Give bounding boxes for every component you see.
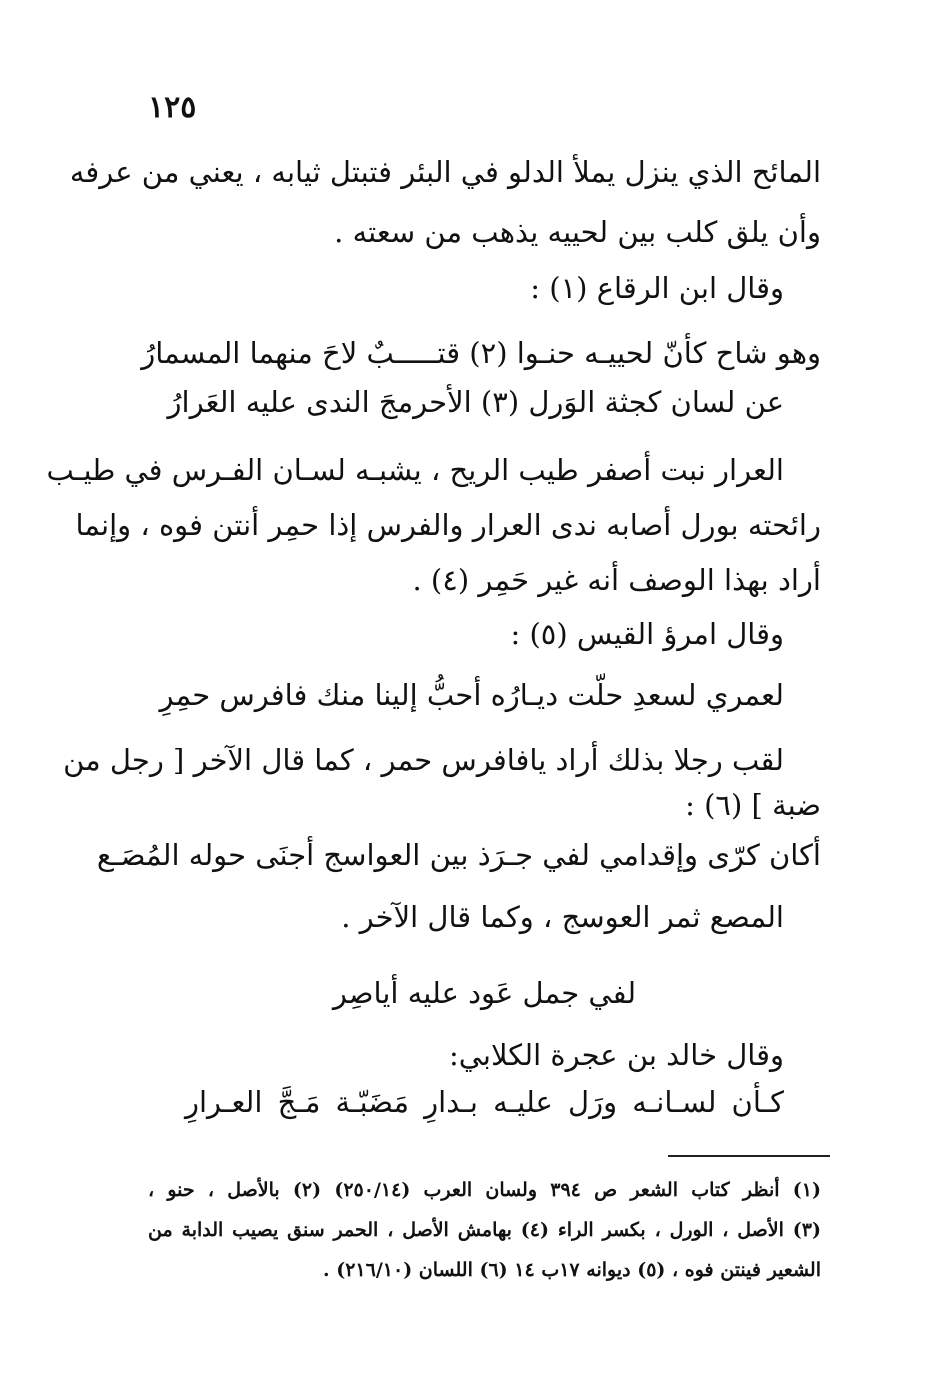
poem-intro: وقال امرؤ القيس (٥) : <box>510 617 784 651</box>
footnote-divider <box>668 1155 830 1157</box>
page-number: ١٢٥ <box>148 90 197 125</box>
verse-line: أكان كرّى وإقدامي لفي جـرَذ بين العواسج أجنَى حوله المُصَـع <box>96 838 821 872</box>
paragraph-line: وأن يلق كلب بين لحييه يذهب من سعته . <box>334 215 821 249</box>
verse-line: لعمري لسعدِ حلّت ديـارُه أحبُّ إلينا منك فافرس حمِرِ <box>159 678 784 712</box>
poem-intro: وقال خالد بن عجرة الكلابي: <box>448 1038 784 1072</box>
paragraph-line: رائحته بورل أصابه ندى العرار والفرس إذا حمِر أنتن فوه ، وإنما <box>75 508 821 542</box>
paragraph-line: ضبة ] (٦) : <box>685 788 821 822</box>
verse-line: عن لسان كجثة الوَرل (٣) الأحرمجَ الندى عليه العَرارُ <box>167 385 784 419</box>
verse-line-centered: لفي جمل عَود عليه أياصِر <box>332 976 637 1010</box>
paragraph-line: لقب رجلا بذلك أراد يافافرس حمر ، كما قال الآخر [ رجل من <box>63 743 784 777</box>
poem-intro: وقال ابن الرقاع (١) : <box>530 271 784 305</box>
paragraph-line: أراد بهذا الوصف أنه غير حَمِر (٤) . <box>412 563 821 597</box>
footnote-line: (١) أنظر كتاب الشعر ص ٣٩٤ ولسان العرب (٢٥٠/١٤) (٢) بالأصل ، حنو ، <box>148 1179 821 1201</box>
paragraph-line: العرار نبت أصفر طيب الريح ، يشبـه لسـان الفـرس في طيـب <box>46 453 784 487</box>
footnote-line: الشعير فينتن فوه ، (٥) ديوانه ١٧ب ١٤ (٦) اللسان (٢١٦/١٠) . <box>322 1259 821 1281</box>
paragraph-line: المصع ثمر العوسج ، وكما قال الآخر . <box>341 900 784 934</box>
footnote-line: (٣) الأصل ، الورل ، بكسر الراء (٤) بهامش الأصل ، الحمر سنق يصيب الدابة من <box>148 1219 821 1241</box>
verse-line: وهو شاح كأنّ لحييـه حنـوا (٢) قتـــــبٌ لاحَ منهما المسمارُ <box>141 336 821 370</box>
paragraph-line: المائح الذي ينزل يملأ الدلو في البئر فتبتل ثيابه ، يعني من عرفه <box>69 155 821 189</box>
verse-line: كـأن لسـانـه ورَل عليـه بـدارِ مَضَبّـة مَـجَّ العـرارِ <box>185 1085 784 1119</box>
